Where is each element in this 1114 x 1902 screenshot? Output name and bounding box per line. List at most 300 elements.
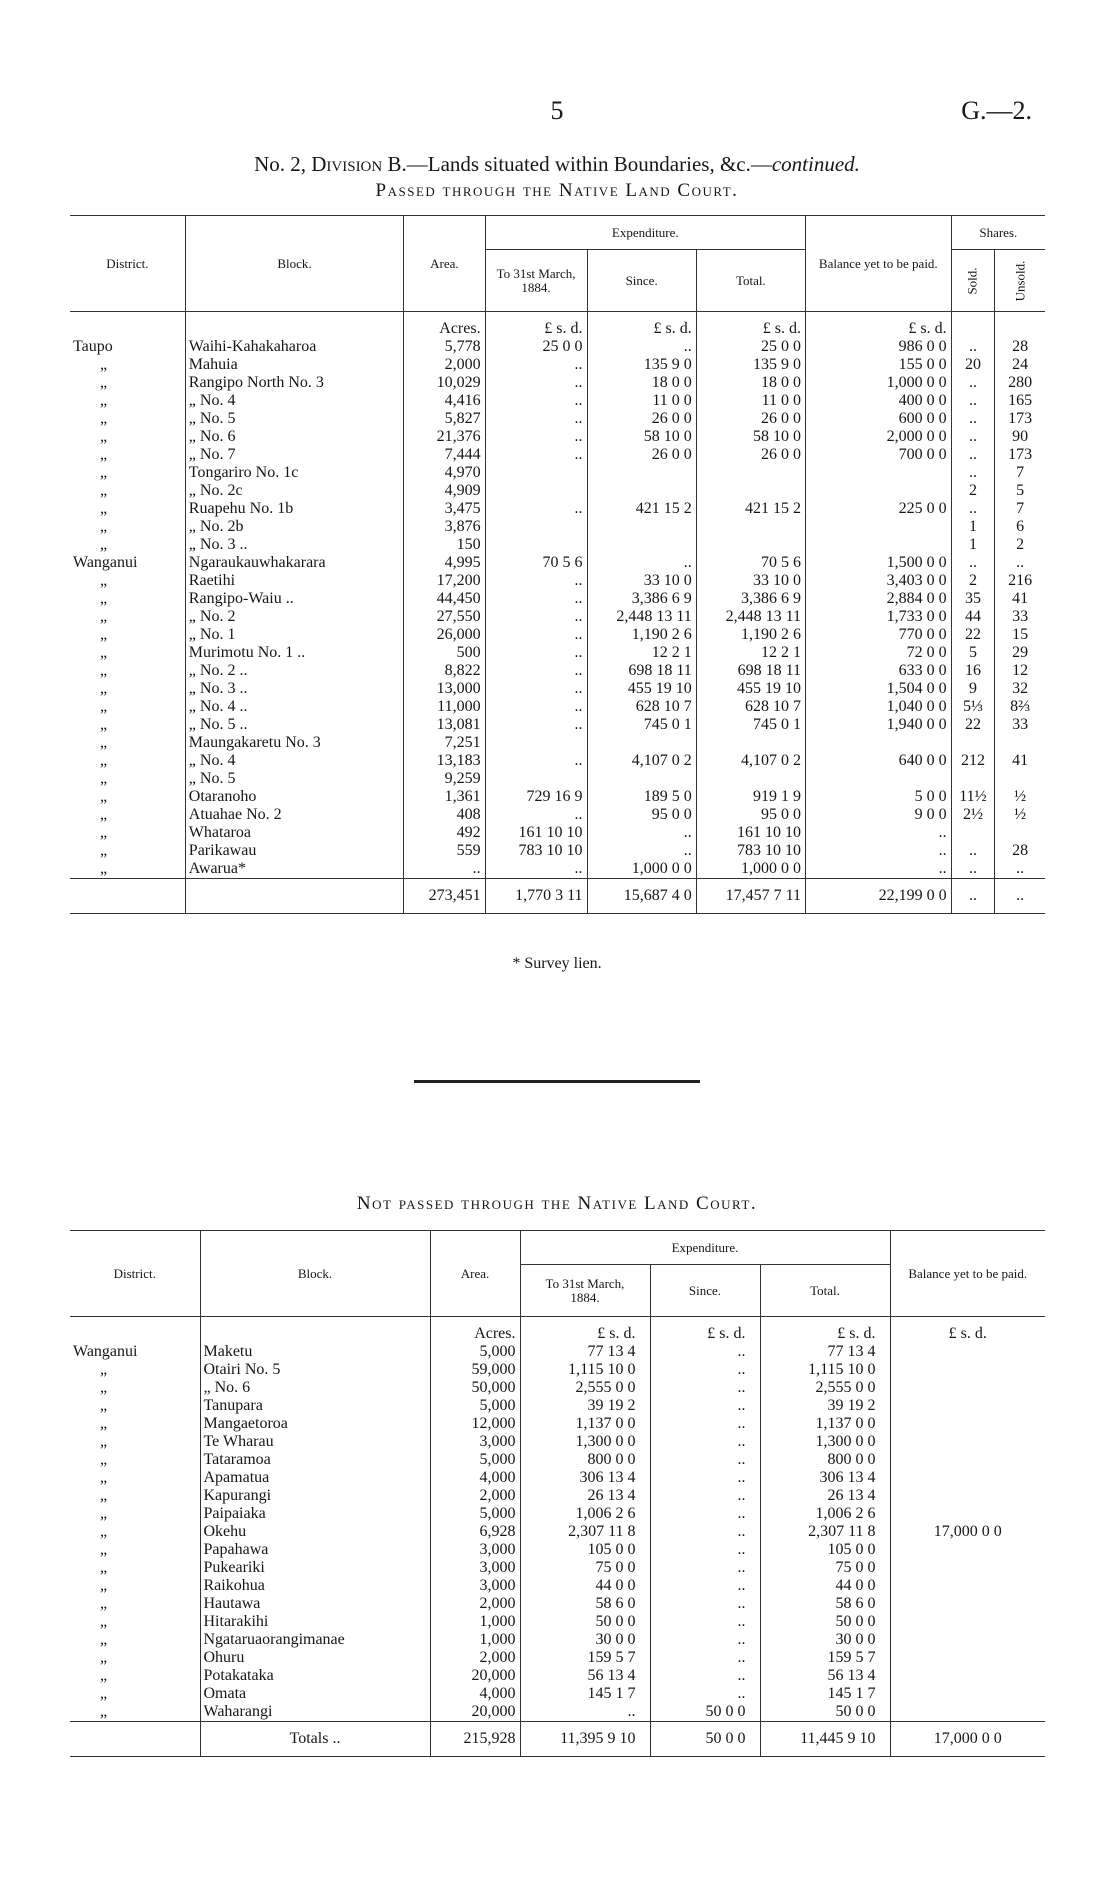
table-cell: .. bbox=[650, 1433, 760, 1451]
table-cell: Waihi-Kahakaharoa bbox=[185, 338, 403, 356]
table-cell: 173 bbox=[995, 410, 1045, 428]
table-cell: 15 bbox=[995, 626, 1045, 644]
table-cell: 5,000 bbox=[430, 1505, 520, 1523]
table-cell: „ bbox=[100, 751, 108, 769]
table-cell: .. bbox=[650, 1649, 760, 1667]
table-cell: 1 bbox=[951, 518, 995, 536]
col-sold: Sold. bbox=[951, 250, 995, 312]
table-cell: 95 0 0 bbox=[587, 806, 696, 824]
table-row bbox=[70, 662, 1045, 680]
table-cell: 77 13 4 bbox=[520, 1343, 650, 1361]
table-cell: 26 0 0 bbox=[696, 410, 805, 428]
table-cell: „ bbox=[100, 373, 108, 391]
table-cell: 1,000 0 0 bbox=[696, 860, 805, 879]
table-cell: Wanganui bbox=[73, 553, 138, 571]
table-cell: .. bbox=[650, 1595, 760, 1613]
table-cell: 35 bbox=[951, 590, 995, 608]
table-cell: „ bbox=[100, 589, 108, 607]
table-row bbox=[70, 806, 1045, 824]
table-cell: 7,444 bbox=[404, 446, 485, 464]
table-cell: .. bbox=[485, 428, 587, 446]
table-cell bbox=[485, 536, 587, 554]
table-cell: 5,778 bbox=[404, 338, 485, 356]
table-cell: 24 bbox=[995, 356, 1045, 374]
table-cell: 16 bbox=[951, 662, 995, 680]
table-cell: 145 1 7 bbox=[760, 1685, 890, 1703]
col-expenditure: Expenditure. bbox=[485, 216, 805, 250]
table-cell: 1 bbox=[951, 536, 995, 554]
table-cell: „ bbox=[100, 733, 108, 751]
table-cell: „ bbox=[100, 661, 108, 679]
table-cell: .. bbox=[650, 1577, 760, 1595]
t2-col-total: Total. bbox=[760, 1265, 890, 1317]
table-cell: .. bbox=[485, 590, 587, 608]
table-cell: Rangipo North No. 3 bbox=[185, 374, 403, 392]
table-cell: .. bbox=[805, 824, 951, 842]
table-cell: .. bbox=[951, 374, 995, 392]
table-cell: 559 bbox=[404, 842, 485, 860]
table-cell: 12 bbox=[995, 662, 1045, 680]
table-cell: 1,940 0 0 bbox=[805, 716, 951, 734]
table-cell: Rangipo-Waiu .. bbox=[185, 590, 403, 608]
t2-col-area: Area. bbox=[430, 1231, 520, 1317]
table-cell bbox=[995, 824, 1045, 842]
t2-unit-total: £ s. d. bbox=[760, 1317, 890, 1343]
table-cell: 7 bbox=[995, 464, 1045, 482]
table-cell: .. bbox=[951, 554, 995, 572]
t2-total-balance: 17,000 0 0 bbox=[890, 1721, 1045, 1756]
table-cell: .. bbox=[951, 860, 995, 879]
table-cell bbox=[587, 518, 696, 536]
table-cell: 20 bbox=[951, 356, 995, 374]
table-cell: 95 0 0 bbox=[696, 806, 805, 824]
table-cell: 50 0 0 bbox=[650, 1703, 760, 1722]
t2-total-total: 11,445 9 10 bbox=[760, 1721, 890, 1756]
table-cell: .. bbox=[485, 644, 587, 662]
table-cell: 2 bbox=[995, 536, 1045, 554]
table-cell bbox=[995, 734, 1045, 752]
table-cell: 1,300 0 0 bbox=[760, 1433, 890, 1451]
table-row bbox=[70, 392, 1045, 410]
table-cell: .. bbox=[951, 338, 995, 356]
table-cell: 408 bbox=[404, 806, 485, 824]
table-cell: Taupo bbox=[73, 337, 113, 355]
total-since: 15,687 4 0 bbox=[587, 878, 696, 913]
table-cell: 12 2 1 bbox=[587, 644, 696, 662]
table-row bbox=[70, 788, 1045, 806]
table-cell: 58 10 0 bbox=[587, 428, 696, 446]
table-cell: 1,504 0 0 bbox=[805, 680, 951, 698]
table-cell: 77 13 4 bbox=[760, 1343, 890, 1361]
table-cell: .. bbox=[951, 410, 995, 428]
col-since: Since. bbox=[587, 250, 696, 312]
table-cell: „ bbox=[100, 823, 108, 841]
table-cell: 56 13 4 bbox=[520, 1667, 650, 1685]
unit-to: £ s. d. bbox=[485, 312, 587, 338]
table-cell: Ngaraukauwhakarara bbox=[185, 554, 403, 572]
table-cell: „ bbox=[100, 1630, 108, 1648]
table-cell: „ bbox=[100, 1432, 108, 1450]
table-cell: .. bbox=[650, 1343, 760, 1361]
table-cell: 2,307 11 8 bbox=[520, 1523, 650, 1541]
table-cell: 1,000 bbox=[430, 1613, 520, 1631]
table-cell: .. bbox=[650, 1523, 760, 1541]
table-cell: 1,190 2 6 bbox=[587, 626, 696, 644]
table-cell: „ bbox=[100, 769, 108, 787]
table-cell: 745 0 1 bbox=[587, 716, 696, 734]
table-cell: 155 0 0 bbox=[805, 356, 951, 374]
table-cell: Hautawa bbox=[200, 1595, 430, 1613]
t2-totals-label: Totals .. bbox=[200, 1721, 430, 1756]
table-cell: .. bbox=[951, 842, 995, 860]
t2-col-expenditure: Expenditure. bbox=[520, 1231, 890, 1265]
table-cell: 70 5 6 bbox=[696, 554, 805, 572]
table-cell: „ No. 4 bbox=[185, 392, 403, 410]
table-row bbox=[70, 644, 1045, 662]
table-cell: 161 10 10 bbox=[485, 824, 587, 842]
table-cell: 8⅔ bbox=[995, 698, 1045, 716]
table-cell: 50 0 0 bbox=[520, 1613, 650, 1631]
table-cell: 32 bbox=[995, 680, 1045, 698]
table-cell: „ bbox=[100, 1504, 108, 1522]
table-cell: 33 bbox=[995, 716, 1045, 734]
table-cell: „ bbox=[100, 643, 108, 661]
table-cell: 6 bbox=[995, 518, 1045, 536]
table-cell: .. bbox=[650, 1379, 760, 1397]
table-cell: 12,000 bbox=[430, 1415, 520, 1433]
table-cell: 26 13 4 bbox=[520, 1487, 650, 1505]
table-cell bbox=[805, 770, 951, 788]
table-cell: 50 0 0 bbox=[760, 1613, 890, 1631]
table-cell: „ bbox=[100, 1360, 108, 1378]
table-row bbox=[70, 698, 1045, 716]
table-cell: .. bbox=[650, 1685, 760, 1703]
table-row bbox=[70, 464, 1045, 482]
table-cell: 105 0 0 bbox=[520, 1541, 650, 1559]
table-cell: 2,555 0 0 bbox=[760, 1379, 890, 1397]
table-cell: 745 0 1 bbox=[696, 716, 805, 734]
table-cell: 17,200 bbox=[404, 572, 485, 590]
table-cell: „ No. 5 bbox=[185, 770, 403, 788]
table-cell: 640 0 0 bbox=[805, 752, 951, 770]
table-cell: .. bbox=[951, 464, 995, 482]
total-unsold: .. bbox=[995, 878, 1045, 913]
table-cell: 3,386 6 9 bbox=[696, 590, 805, 608]
table-cell: .. bbox=[650, 1631, 760, 1649]
table-cell: „ bbox=[100, 409, 108, 427]
table-cell: Tongariro No. 1c bbox=[185, 464, 403, 482]
table-cell: 5,000 bbox=[430, 1397, 520, 1415]
table-cell: 5 bbox=[995, 482, 1045, 500]
table-cell: 50 0 0 bbox=[760, 1703, 890, 1722]
table-cell: „ bbox=[100, 841, 108, 859]
table-row bbox=[70, 842, 1045, 860]
table-row bbox=[70, 770, 1045, 788]
table-cell: 58 6 0 bbox=[760, 1595, 890, 1613]
table-cell: „ bbox=[100, 463, 108, 481]
table-cell: 22 bbox=[951, 626, 995, 644]
table-cell bbox=[587, 482, 696, 500]
t2-total-to: 11,395 9 10 bbox=[520, 1721, 650, 1756]
table-cell: 1,115 10 0 bbox=[520, 1361, 650, 1379]
table-cell: 20,000 bbox=[430, 1703, 520, 1722]
t2-totals-row bbox=[70, 1721, 1045, 1756]
table-cell: 11 0 0 bbox=[696, 392, 805, 410]
table-row bbox=[70, 680, 1045, 698]
table-cell: 22 bbox=[951, 716, 995, 734]
table-cell: „ No. 3 .. bbox=[185, 536, 403, 554]
table-cell: 4,000 bbox=[430, 1469, 520, 1487]
table-cell: 1,006 2 6 bbox=[520, 1505, 650, 1523]
col-shares: Shares. bbox=[951, 216, 1045, 250]
table-cell: 28 bbox=[995, 338, 1045, 356]
table-cell: 105 0 0 bbox=[760, 1541, 890, 1559]
table-cell: 33 10 0 bbox=[587, 572, 696, 590]
table-cell: 7 bbox=[995, 500, 1045, 518]
table-cell: 4,107 0 2 bbox=[696, 752, 805, 770]
table-cell: 3,000 bbox=[430, 1577, 520, 1595]
t2-total-since: 50 0 0 bbox=[650, 1721, 760, 1756]
table-row bbox=[70, 860, 1045, 879]
table-cell: 770 0 0 bbox=[805, 626, 951, 644]
table-cell: Awarua* bbox=[185, 860, 403, 879]
table-cell bbox=[485, 770, 587, 788]
table-cell: 9,259 bbox=[404, 770, 485, 788]
section-divider bbox=[414, 1080, 700, 1083]
col-area: Area. bbox=[404, 216, 485, 312]
unit-balance: £ s. d. bbox=[805, 312, 951, 338]
table-cell: 4,107 0 2 bbox=[587, 752, 696, 770]
table-cell: „ No. 7 bbox=[185, 446, 403, 464]
table-cell: Wanganui bbox=[73, 1342, 138, 1360]
table-cell: „ bbox=[100, 355, 108, 373]
table-row bbox=[70, 572, 1045, 590]
table-cell: „ bbox=[100, 1576, 108, 1594]
table-cell: Ohuru bbox=[200, 1649, 430, 1667]
t2-col-to-march: To 31st March, 1884. bbox=[520, 1265, 650, 1317]
table-cell: .. bbox=[805, 842, 951, 860]
table-cell: 225 0 0 bbox=[805, 500, 951, 518]
page-reference: G.—2. bbox=[961, 96, 1032, 125]
table-cell: .. bbox=[587, 842, 696, 860]
footnote: * Survey lien. bbox=[512, 955, 602, 972]
table-cell: 1,190 2 6 bbox=[696, 626, 805, 644]
table-cell: 41 bbox=[995, 752, 1045, 770]
table-cell bbox=[995, 770, 1045, 788]
table-cell: .. bbox=[520, 1703, 650, 1722]
table-cell: .. bbox=[805, 860, 951, 879]
table-cell: 41 bbox=[995, 590, 1045, 608]
table-cell: 3,000 bbox=[430, 1433, 520, 1451]
col-balance: Balance yet to be paid. bbox=[805, 216, 951, 312]
table-cell: 56 13 4 bbox=[760, 1667, 890, 1685]
col-unsold: Unsold. bbox=[995, 250, 1045, 312]
table-cell: 216 bbox=[995, 572, 1045, 590]
table-cell: 2,000 bbox=[430, 1595, 520, 1613]
table-cell bbox=[951, 770, 995, 788]
table-cell: 306 13 4 bbox=[520, 1469, 650, 1487]
table-cell: 135 9 0 bbox=[587, 356, 696, 374]
table-cell: 70 5 6 bbox=[485, 554, 587, 572]
table-cell: „ bbox=[100, 679, 108, 697]
table-cell: .. bbox=[485, 626, 587, 644]
table-cell: 33 10 0 bbox=[696, 572, 805, 590]
table-cell: 1,000 0 0 bbox=[805, 374, 951, 392]
t2-unit-since: £ s. d. bbox=[650, 1317, 760, 1343]
table-cell: Apamatua bbox=[200, 1469, 430, 1487]
table-row bbox=[70, 1343, 1045, 1361]
table-cell: 26 0 0 bbox=[587, 446, 696, 464]
table-cell: „ bbox=[100, 805, 108, 823]
table-cell: .. bbox=[485, 752, 587, 770]
table-cell: 628 10 7 bbox=[587, 698, 696, 716]
table-cell: „ bbox=[100, 481, 108, 499]
table-cell: 5,000 bbox=[430, 1451, 520, 1469]
table-cell: „ No. 2 .. bbox=[185, 662, 403, 680]
table-cell: .. bbox=[650, 1397, 760, 1415]
col-block: Block. bbox=[185, 216, 403, 312]
table-cell: 30 0 0 bbox=[520, 1631, 650, 1649]
table-cell: 30 0 0 bbox=[760, 1631, 890, 1649]
table-cell: .. bbox=[650, 1487, 760, 1505]
table-row bbox=[70, 752, 1045, 770]
table-cell: Raetihi bbox=[185, 572, 403, 590]
table-cell: 986 0 0 bbox=[805, 338, 951, 356]
table-cell bbox=[696, 518, 805, 536]
table-cell: „ No. 6 bbox=[185, 428, 403, 446]
table-cell: 33 bbox=[995, 608, 1045, 626]
table-cell: 72 0 0 bbox=[805, 644, 951, 662]
table-cell: 25 0 0 bbox=[696, 338, 805, 356]
t2-col-balance: Balance yet to be paid. bbox=[890, 1231, 1045, 1317]
table-cell: 500 bbox=[404, 644, 485, 662]
title-division: Division bbox=[311, 152, 383, 176]
table-cell: 698 18 11 bbox=[587, 662, 696, 680]
table-cell: .. bbox=[951, 500, 995, 518]
table-cell: .. bbox=[485, 500, 587, 518]
table-cell: Te Wharau bbox=[200, 1433, 430, 1451]
unit-since: £ s. d. bbox=[587, 312, 696, 338]
table-cell: ½ bbox=[995, 788, 1045, 806]
table-cell: 44 0 0 bbox=[520, 1577, 650, 1595]
table-cell: Tataramoa bbox=[200, 1451, 430, 1469]
table-cell: .. bbox=[485, 374, 587, 392]
table-cell: „ bbox=[100, 391, 108, 409]
table-cell: Mangaetoroa bbox=[200, 1415, 430, 1433]
t2-col-block: Block. bbox=[200, 1231, 430, 1317]
table-row bbox=[70, 824, 1045, 842]
table-cell: .. bbox=[650, 1505, 760, 1523]
table-cell: ½ bbox=[995, 806, 1045, 824]
t2-unit-to: £ s. d. bbox=[520, 1317, 650, 1343]
table-cell: 2,555 0 0 bbox=[520, 1379, 650, 1397]
table-cell: .. bbox=[485, 662, 587, 680]
table-cell: 27,550 bbox=[404, 608, 485, 626]
table-cell: .. bbox=[951, 428, 995, 446]
table-cell: Okehu bbox=[200, 1523, 430, 1541]
table-cell: „ No. 5 .. bbox=[185, 716, 403, 734]
table-cell: 800 0 0 bbox=[520, 1451, 650, 1469]
table-cell: 75 0 0 bbox=[760, 1559, 890, 1577]
table-cell: 698 18 11 bbox=[696, 662, 805, 680]
table-cell: 5,827 bbox=[404, 410, 485, 428]
table-cell: „ No. 4 .. bbox=[185, 698, 403, 716]
section-title bbox=[0, 152, 1114, 177]
table-cell: „ bbox=[100, 517, 108, 535]
table-cell: „ bbox=[100, 1666, 108, 1684]
table-cell: .. bbox=[951, 446, 995, 464]
table-cell: Ruapehu No. 1b bbox=[185, 500, 403, 518]
table-cell: .. bbox=[650, 1559, 760, 1577]
table-cell bbox=[805, 464, 951, 482]
table-cell: .. bbox=[650, 1469, 760, 1487]
table-cell: 919 1 9 bbox=[696, 788, 805, 806]
table-cell: 28 bbox=[995, 842, 1045, 860]
total-sold: .. bbox=[951, 878, 995, 913]
table-cell: 5⅓ bbox=[951, 698, 995, 716]
table-cell bbox=[587, 536, 696, 554]
table-cell: Parikawau bbox=[185, 842, 403, 860]
table-row bbox=[70, 626, 1045, 644]
table-cell: „ bbox=[100, 1594, 108, 1612]
table-cell: „ bbox=[100, 787, 108, 805]
table-cell: 4,000 bbox=[430, 1685, 520, 1703]
t2-col-since: Since. bbox=[650, 1265, 760, 1317]
table-cell: 159 5 7 bbox=[520, 1649, 650, 1667]
balance-cell: 17,000 0 0 bbox=[890, 1343, 1045, 1722]
table-cell: 20,000 bbox=[430, 1667, 520, 1685]
table-cell: .. bbox=[587, 338, 696, 356]
table-cell: .. bbox=[995, 554, 1045, 572]
table-cell: 280 bbox=[995, 374, 1045, 392]
table-cell: .. bbox=[650, 1541, 760, 1559]
table-cell: 44 bbox=[951, 608, 995, 626]
col-to-march: To 31st March, 1884. bbox=[485, 250, 587, 312]
table-cell: 2,448 13 11 bbox=[696, 608, 805, 626]
t2-unit-acres: Acres. bbox=[430, 1317, 520, 1343]
table-cell: „ bbox=[100, 1414, 108, 1432]
table-cell: „ No. 2c bbox=[185, 482, 403, 500]
t2-unit-balance: £ s. d. bbox=[890, 1317, 1045, 1343]
table-cell: 3,386 6 9 bbox=[587, 590, 696, 608]
title-body: B.—Lands situated within Boundaries, &c.— bbox=[382, 152, 772, 176]
table-cell bbox=[696, 770, 805, 788]
table-row bbox=[70, 500, 1045, 518]
table-row bbox=[70, 536, 1045, 554]
subtitle-passed: Passed through the Native Land Court. bbox=[375, 180, 739, 201]
table-cell bbox=[805, 482, 951, 500]
table-cell: „ No. 6 bbox=[200, 1379, 430, 1397]
col-total: Total. bbox=[696, 250, 805, 312]
table-cell: .. bbox=[485, 608, 587, 626]
table-cell: 729 16 9 bbox=[485, 788, 587, 806]
table-cell: 13,000 bbox=[404, 680, 485, 698]
table-cell: „ bbox=[100, 427, 108, 445]
table-cell: Murimotu No. 1 .. bbox=[185, 644, 403, 662]
table-cell: 11,000 bbox=[404, 698, 485, 716]
table-cell: „ bbox=[100, 445, 108, 463]
table-cell: 1,000 0 0 bbox=[587, 860, 696, 879]
table-cell: Maketu bbox=[200, 1343, 430, 1361]
page-number: 5 bbox=[550, 96, 564, 125]
table-cell: 421 15 2 bbox=[587, 500, 696, 518]
total-area: 273,451 bbox=[404, 878, 485, 913]
table-cell bbox=[485, 482, 587, 500]
table-cell: „ bbox=[100, 1702, 108, 1720]
not-passed-lands-table bbox=[70, 1230, 1045, 1757]
passed-lands-table bbox=[70, 215, 1045, 914]
table-cell: Hitarakihi bbox=[200, 1613, 430, 1631]
